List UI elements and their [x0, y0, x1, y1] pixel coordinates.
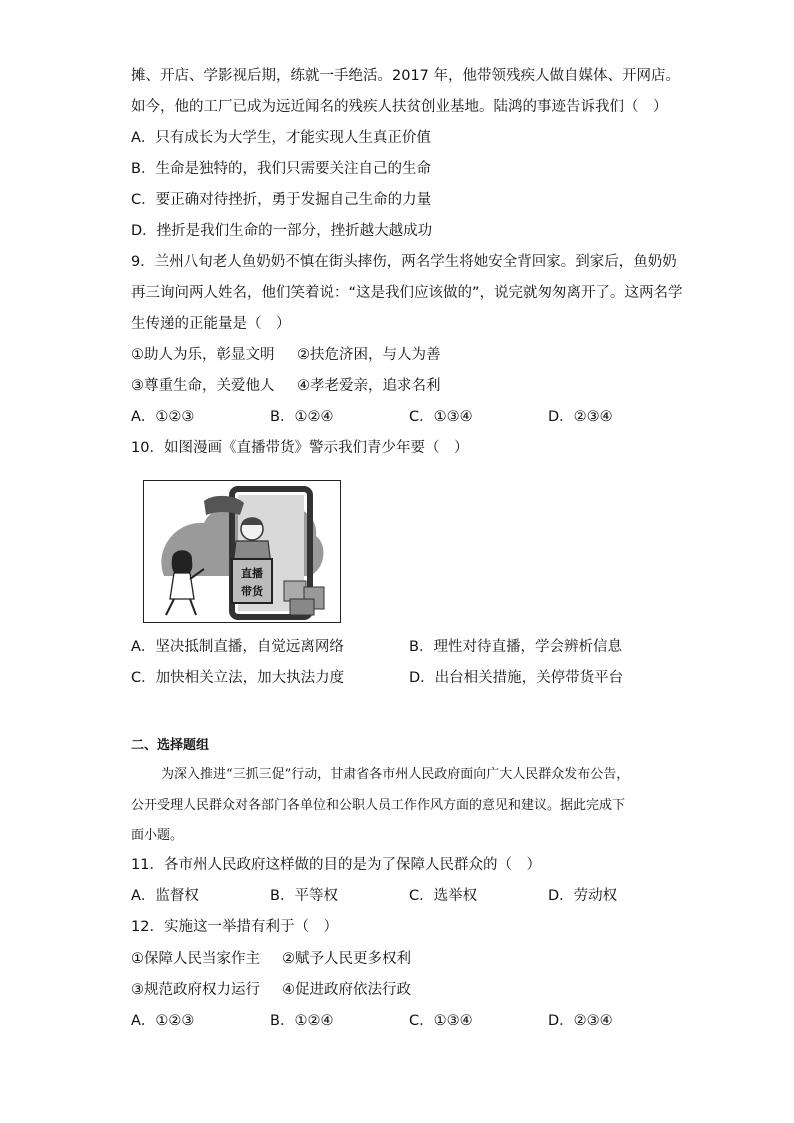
- q10-option-c: C．加快相关立法，加大执法力度: [131, 670, 345, 686]
- q12-statement-4: ④促进政府依法行政: [282, 982, 411, 998]
- cartoon-sign-text-1: 直播: [241, 567, 263, 580]
- q8-option-b: B．生命是独特的，我们只需要关注自己的生命: [131, 161, 431, 177]
- q12-statement-1: ①保障人民当家作主: [131, 951, 260, 967]
- passage-line-1: 为深入推进“三抓三促”行动，甘肃省各市州人民政府面向广大人民群众发布公告，: [161, 767, 630, 782]
- q10-option-d: D．出台相关措施，关停带货平台: [409, 670, 624, 686]
- q9-stem-line-2: 再三询问两人姓名，他们笑着说：“这是我们应该做的”，说完就匆匆离开了。这两名学: [131, 285, 683, 301]
- q8-option-a: A．只有成长为大学生，才能实现人生真正价值: [131, 130, 431, 146]
- q9-option-d: D．②③④: [548, 409, 613, 425]
- q12-statement-2: ②赋予人民更多权利: [282, 951, 411, 967]
- q9-stem-line-1: 9．兰州八旬老人鱼奶奶不慎在街头摔伤，两名学生将她安全背回家。到家后，鱼奶奶: [131, 254, 677, 270]
- q9-statement-4: ④孝老爱亲，追求名利: [297, 378, 441, 394]
- q12-stem: 12．实施这一举措有利于（ ）: [131, 919, 338, 935]
- live-streaming-cartoon: [143, 480, 341, 623]
- q10-option-a: A．坚决抵制直播，自觉远离网络: [131, 639, 344, 655]
- q9-option-b: B．①②④: [270, 409, 334, 425]
- q8-stem-line-2: 如今，他的工厂已成为远近闻名的残疾人扶贫创业基地。陆鸿的事迹告诉我们（ ）: [131, 99, 668, 115]
- q11-option-b: B．平等权: [270, 888, 338, 904]
- q9-option-c: C．①③④: [409, 409, 473, 425]
- q11-stem: 11．各市州人民政府这样做的目的是为了保障人民群众的（ ）: [131, 857, 541, 873]
- q11-option-a: A．监督权: [131, 888, 199, 904]
- q12-option-c: C．①③④: [409, 1013, 473, 1029]
- q10-stem: 10．如图漫画《直播带货》警示我们青少年要（ ）: [131, 440, 469, 456]
- q8-option-c: C．要正确对待挫折，勇于发掘自己生命的力量: [131, 192, 432, 208]
- cartoon-sign-text-2: 带货: [241, 585, 263, 598]
- passage-line-2: 公开受理人民群众对各部门各单位和公职人员工作作风方面的意见和建议。据此完成下: [131, 798, 626, 813]
- q10-option-b: B．理性对待直播，学会辨析信息: [409, 639, 622, 655]
- q9-statement-3: ③尊重生命，关爱他人: [131, 378, 275, 394]
- q12-option-b: B．①②④: [270, 1013, 334, 1029]
- q12-option-d: D．②③④: [548, 1013, 613, 1029]
- section-heading: 二、选择题组: [131, 738, 210, 753]
- q8-option-d: D．挫折是我们生命的一部分，挫折越大越成功: [131, 223, 433, 239]
- q8-stem-line-1: 摊、开店、学影视后期，练就一手绝活。2017 年，他带领残疾人做自媒体、开网店。: [131, 68, 681, 84]
- q9-statement-1: ①助人为乐，彰显文明: [131, 347, 275, 363]
- q12-statement-3: ③规范政府权力运行: [131, 982, 260, 998]
- q9-option-a: A．①②③: [131, 409, 195, 425]
- passage-line-3: 面小题。: [131, 828, 184, 843]
- q9-stem-line-3: 生传递的正能量是（ ）: [131, 316, 291, 332]
- q9-statement-2: ②扶危济困，与人为善: [297, 347, 441, 363]
- q11-option-d: D．劳动权: [548, 888, 618, 904]
- q12-option-a: A．①②③: [131, 1013, 195, 1029]
- q11-option-c: C．选举权: [409, 888, 478, 904]
